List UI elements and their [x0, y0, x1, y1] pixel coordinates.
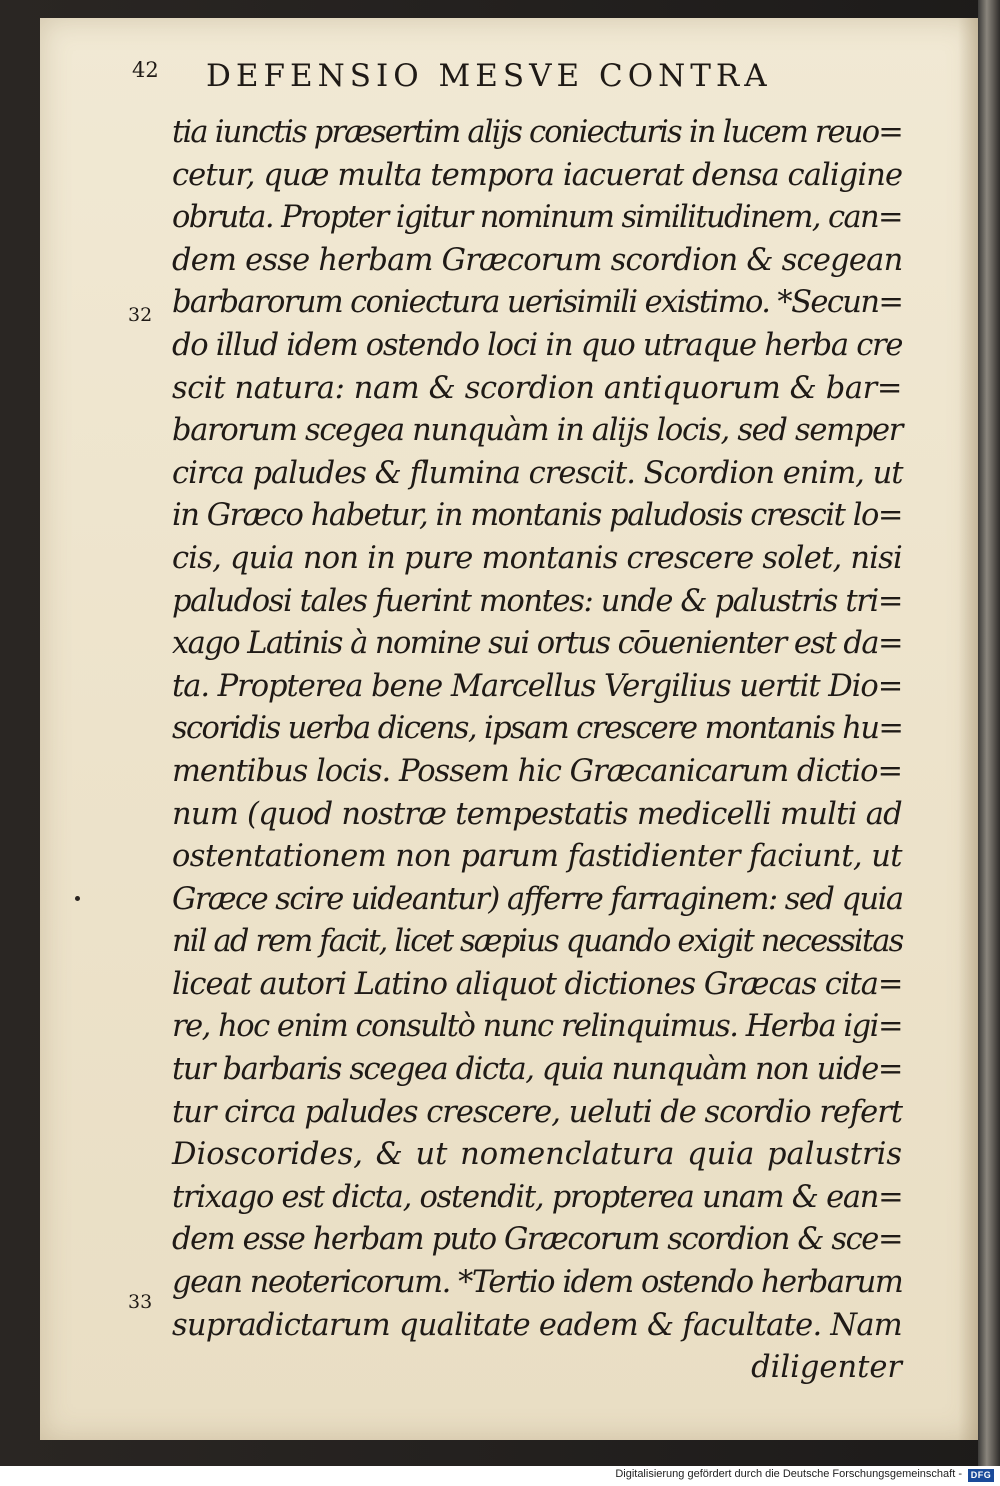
text-line: dem esse herbam puto Græcorum scordion & sce= — [172, 1222, 903, 1258]
text-line: in Græco habetur, in montanis paludosis crescit lo= — [172, 498, 902, 534]
text-line: paludosi tales fuerint montes: unde & palustris tri= — [172, 583, 902, 619]
text-line: gean neotericorum. *Tertio idem ostendo herbarum — [172, 1265, 903, 1301]
text-line: Græce scire uideantur) afferre farraginem: sed quia — [172, 881, 903, 917]
page-edge-shadow — [958, 18, 978, 1440]
body-text — [172, 112, 902, 1390]
text-line: tur circa paludes crescere, ueluti de scordio refert — [172, 1094, 902, 1130]
text-line: nil ad rem facit, licet sæpius quando exigit necessitas — [172, 924, 903, 960]
footer-bar — [0, 1466, 1000, 1486]
text-line: tia iunctis præsertim alijs coniecturis in lucem reuo= — [172, 115, 902, 150]
margin-number: 32 — [128, 304, 153, 326]
dfg-logo: DFG — [968, 1469, 994, 1482]
ink-speck — [75, 896, 80, 901]
page-number: 42 — [132, 58, 159, 82]
text-line: mentibus locis. Possem hic Græcanicarum dictio= — [172, 753, 902, 789]
text-line: trixago est dicta, ostendit, propterea unam & ean= — [172, 1179, 903, 1215]
text-line: supradictarum qualitate eadem & facultate. Nam — [172, 1307, 902, 1343]
funding-credit: Digitalisierung gefördert durch die Deutsche Forschungsgemeinschaft - — [615, 1468, 962, 1480]
text-line: ta. Propterea bene Marcellus Vergilius uertit Dio= — [172, 668, 903, 704]
text-line: ostentationem non parum fastidienter faciunt, ut — [172, 839, 902, 875]
text-line: xago Latinis à nomine sui ortus cōuenienter est da= — [172, 626, 902, 662]
text-line: scit natura: nam & scordion antiquorum & bar= — [172, 370, 902, 406]
text-line: cetur, quæ multa tempora iacuerat densa caligine — [172, 157, 903, 193]
text-line: do illud idem ostendo loci in quo utraque herba cre — [172, 327, 903, 363]
margin-number: 33 — [128, 1291, 153, 1313]
text-line: cis, quia non in pure montanis crescere solet, nisi — [172, 540, 902, 576]
text-line: barorum scegea nunquàm in alijs locis, sed semper — [172, 413, 902, 449]
text-line: circa paludes & flumina crescit. Scordion enim, ut — [172, 455, 903, 491]
text-line: Dioscorides, & ut nomenclatura quia palustris — [172, 1137, 902, 1173]
text-line: tur barbaris scegea dicta, quia nunquàm non uide= — [172, 1052, 902, 1088]
catchword: diligenter — [751, 1350, 902, 1386]
running-title: DEFENSIO MESVE CONTRA — [206, 58, 772, 94]
text-line: scoridis uerba dicens, ipsam crescere montanis hu= — [172, 711, 903, 747]
text-line: barbarorum coniectura uerisimili existimo. *Secun= — [172, 285, 903, 321]
text-line: num (quod nostræ tempestatis medicelli multi ad — [172, 796, 902, 832]
text-line: obruta. Propter igitur nominum similitudinem, can= — [172, 200, 902, 236]
book-spine-edge — [978, 0, 1000, 1466]
text-line: dem esse herbam Græcorum scordion & scegean — [172, 242, 903, 278]
text-line: re, hoc enim consultò nunc relinquimus. Herba igi= — [172, 1009, 902, 1045]
text-line: liceat autori Latino aliquot dictiones Græcas cita= — [172, 966, 903, 1002]
